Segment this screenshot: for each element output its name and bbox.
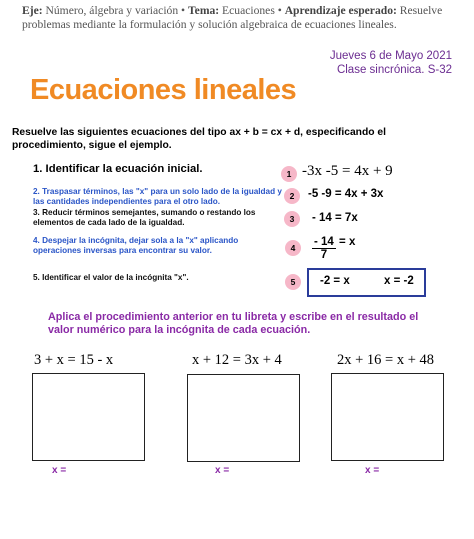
exercise-2-equation: x + 12 = 3x + 4: [192, 352, 282, 368]
step-5-text: 5. Identificar el valor de la incógnita "x".: [33, 273, 189, 282]
step-3-text: 3. Reducir términos semejantes, sumando o restando los elementos de cada lado de la igualdad.: [33, 208, 256, 227]
step-3-badge: 3: [284, 211, 300, 227]
fraction-numerator: - 14: [314, 236, 334, 248]
exercise-2-answer-box[interactable]: [187, 374, 300, 462]
tema-label: Tema:: [188, 4, 220, 17]
step-2-text: 2. Traspasar términos, las "x" para un solo lado de la igualdad y las cantidades independientes para el otro lado.: [33, 187, 282, 206]
header-text: [22, 4, 462, 32]
result-right: x = -2: [384, 275, 414, 287]
step-4-fraction: [312, 236, 336, 261]
result-left: -2 = x: [320, 275, 350, 287]
date-line-2: Clase sincrónica. S-32: [336, 64, 452, 76]
fraction-rest: = x: [339, 236, 356, 248]
step-2-badge: 2: [284, 188, 300, 204]
exercise-3-equation: 2x + 16 = x + 48: [337, 352, 435, 368]
exercise-1-answer-box[interactable]: [32, 373, 145, 461]
eje-label: Eje:: [22, 4, 43, 17]
step-4-badge: 4: [285, 240, 301, 256]
step-1-text: 1. Identificar la ecuación inicial.: [33, 163, 203, 175]
class-date: [330, 49, 452, 77]
step-2-equation: -5 -9 = 4x + 3x: [308, 188, 384, 200]
step-3-equation: - 14 = 7x: [312, 212, 358, 224]
step-1-equation: -3x -5 = 4x + 9: [302, 163, 393, 179]
aprendizaje-value: Resuelve problemas mediante la formulación y solución algebraica de ecuaciones lineales.: [22, 4, 443, 31]
header-separator-2: •: [274, 4, 285, 17]
step-4-equation: [312, 236, 355, 261]
exercise-3-answer-label: x =: [365, 465, 380, 476]
eje-value: Número, álgebra y variación: [42, 4, 179, 17]
step-1-badge: 1: [281, 166, 297, 182]
step-5-badge: 5: [285, 274, 301, 290]
exercise-3-answer-box[interactable]: [331, 373, 444, 461]
practice-instructions: Aplica el procedimiento anterior en tu libreta y escribe en el resultado el valor numérico para la incógnita de cada ecuación.: [48, 311, 419, 336]
exercise-1-equation: 3 + x = 15 - x: [34, 352, 114, 368]
header-separator: •: [178, 4, 188, 17]
page-title: Ecuaciones lineales: [30, 74, 297, 106]
exercise-1-answer-label: x =: [52, 465, 67, 476]
aprendizaje-label: Aprendizaje esperado:: [284, 4, 397, 17]
step-4-text: 4. Despejar la incógnita, dejar sola a la "x" aplicando operaciones inversas para encontrar su valor.: [33, 236, 239, 255]
exercise-2-answer-label: x =: [215, 465, 230, 476]
instructions: Resuelve las siguientes ecuaciones del tipo ax + b = cx + d, especificando el procedimiento, sigue el ejemplo.: [12, 127, 386, 151]
fraction-denominator: 7: [320, 249, 328, 261]
date-line-1: Jueves 6 de Mayo 2021: [329, 50, 452, 62]
tema-value: Ecuaciones: [219, 4, 275, 17]
